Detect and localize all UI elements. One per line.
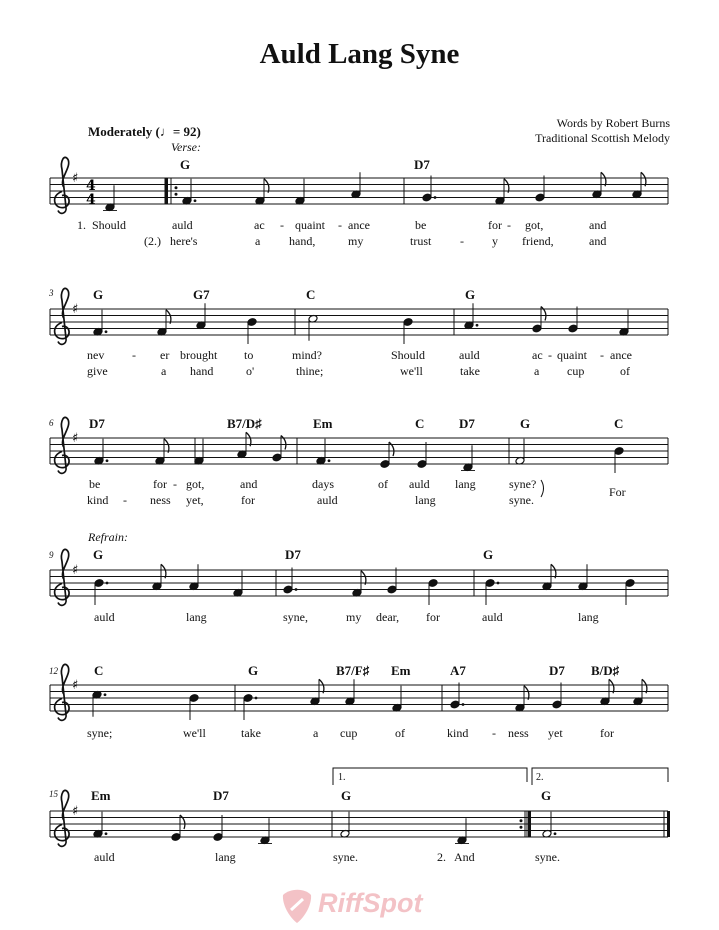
lyric: syne. bbox=[333, 850, 358, 864]
chord-symbol: D7 bbox=[414, 157, 430, 172]
lyric: - bbox=[173, 477, 177, 491]
repeat-end-thick bbox=[528, 811, 531, 837]
lyric: take bbox=[460, 364, 480, 378]
lyric: y bbox=[492, 234, 498, 248]
lyric: of bbox=[395, 726, 405, 740]
repeat-dot bbox=[520, 819, 523, 822]
lyric: syne. bbox=[509, 493, 534, 507]
augmentation-dot bbox=[194, 199, 197, 202]
measure-number: 6 bbox=[49, 418, 54, 428]
lyric: o' bbox=[246, 364, 255, 378]
lyric: got, bbox=[525, 218, 544, 232]
first-ending-label: 1. bbox=[338, 772, 346, 783]
lyric: auld bbox=[482, 610, 503, 624]
lyric: and bbox=[589, 234, 607, 248]
lyric: lang bbox=[186, 610, 207, 624]
lyric: be bbox=[415, 218, 427, 232]
lyric: auld bbox=[172, 218, 193, 232]
augmentation-dot bbox=[106, 582, 109, 585]
lyric: er bbox=[160, 348, 170, 362]
lyric: got, bbox=[186, 477, 205, 491]
lyric: of bbox=[378, 477, 388, 491]
lyric: cup bbox=[567, 364, 585, 378]
lyric: - bbox=[507, 218, 511, 232]
chord-symbol: G bbox=[93, 547, 104, 562]
first-ending-bracket bbox=[333, 768, 527, 785]
augmentation-dot bbox=[554, 832, 557, 835]
chord-symbol: D7 bbox=[549, 663, 565, 678]
second-ending-label: 2. bbox=[536, 772, 544, 783]
augmentation-dot bbox=[434, 196, 437, 199]
lyric: hand, bbox=[289, 234, 316, 248]
lyric: we'll bbox=[183, 726, 206, 740]
key-signature-sharp: ♯ bbox=[72, 431, 79, 446]
lyric: my bbox=[346, 610, 362, 624]
lyric: lang bbox=[578, 610, 599, 624]
chord-symbol: C bbox=[306, 287, 316, 302]
lyric: syne, bbox=[283, 610, 308, 624]
chord-symbol: D7 bbox=[89, 416, 105, 431]
lyric: quaint bbox=[295, 218, 325, 232]
lyric-brace bbox=[541, 480, 544, 497]
time-signature-top: 4 bbox=[86, 178, 96, 194]
lyric: my bbox=[348, 234, 364, 248]
chord-symbol: G bbox=[465, 287, 476, 302]
lyric: auld bbox=[409, 477, 430, 491]
augmentation-dot bbox=[105, 330, 108, 333]
lyric: a bbox=[161, 364, 167, 378]
lyric: Should bbox=[391, 348, 426, 362]
lyric: days bbox=[312, 477, 334, 491]
key-signature-sharp: ♯ bbox=[72, 171, 79, 186]
treble-clef-icon bbox=[55, 288, 69, 344]
augmentation-dot bbox=[106, 459, 109, 462]
refrain-label: Refrain: bbox=[88, 530, 128, 544]
lyric: a bbox=[255, 234, 261, 248]
lyric: yet, bbox=[186, 493, 204, 507]
lyric: here's bbox=[170, 234, 198, 248]
lyric: kind bbox=[87, 493, 109, 507]
chord-symbol: G bbox=[541, 788, 552, 803]
augmentation-dot bbox=[476, 324, 479, 327]
lyric: take bbox=[241, 726, 261, 740]
key-signature-sharp: ♯ bbox=[72, 678, 79, 693]
lyric: quaint bbox=[557, 348, 587, 362]
key-signature-sharp: ♯ bbox=[72, 563, 79, 578]
lyric: for bbox=[153, 477, 167, 491]
song-title: Auld Lang Syne bbox=[259, 38, 460, 70]
chord-symbol: C bbox=[94, 663, 104, 678]
chord-symbol: G bbox=[248, 663, 259, 678]
lyric: ance bbox=[348, 218, 370, 232]
chord-symbol: G bbox=[341, 788, 352, 803]
measure-number: 15 bbox=[49, 789, 58, 799]
melody-credit: Traditional Scottish Melody bbox=[535, 131, 670, 145]
lyric: yet bbox=[548, 726, 563, 740]
measure-number: 9 bbox=[49, 550, 54, 560]
lyric: - bbox=[280, 218, 284, 232]
lyric: auld bbox=[459, 348, 480, 362]
chord-symbol: G bbox=[93, 287, 104, 302]
lyric: ness bbox=[150, 493, 171, 507]
lyric: of bbox=[620, 364, 630, 378]
lyric: kind bbox=[447, 726, 469, 740]
time-signature-bottom: 4 bbox=[86, 192, 96, 208]
lyric: to bbox=[244, 348, 254, 362]
chord-symbol: D7 bbox=[459, 416, 475, 431]
chord-symbol: D7 bbox=[213, 788, 229, 803]
riffspot-logo bbox=[280, 886, 450, 930]
chord-symbol: D7 bbox=[285, 547, 301, 562]
lyric: a bbox=[534, 364, 540, 378]
lyric: give bbox=[87, 364, 108, 378]
lyric: auld bbox=[317, 493, 338, 507]
augmentation-dot bbox=[295, 588, 298, 591]
tempo-bpm: = 92) bbox=[172, 124, 201, 139]
treble-clef-icon bbox=[55, 664, 69, 720]
key-signature-sharp: ♯ bbox=[72, 804, 79, 819]
lyric: Should bbox=[92, 218, 127, 232]
lyric: thine; bbox=[296, 364, 324, 378]
lyric: 2. bbox=[437, 850, 446, 864]
chord-symbol: B7/D♯ bbox=[227, 416, 262, 431]
chord-symbol: G7 bbox=[193, 287, 210, 302]
lyric: And bbox=[454, 850, 475, 864]
augmentation-dot bbox=[104, 693, 107, 696]
lyric: auld bbox=[94, 610, 115, 624]
tempo-open: ( bbox=[155, 124, 160, 139]
lyric: ance bbox=[610, 348, 632, 362]
treble-clef-icon bbox=[55, 417, 69, 473]
chord-symbol: Em bbox=[313, 416, 333, 431]
lyric: lang bbox=[215, 850, 236, 864]
repeat-dot bbox=[175, 193, 178, 196]
chord-symbol: B7/F♯ bbox=[336, 663, 370, 678]
lyric: (2.) bbox=[144, 234, 161, 248]
lyric: lang bbox=[455, 477, 476, 491]
chord-symbol: C bbox=[415, 416, 425, 431]
treble-clef-icon bbox=[55, 157, 69, 213]
repeat-start-thick bbox=[165, 178, 168, 204]
augmentation-dot bbox=[462, 703, 465, 706]
verse-label: Verse: bbox=[171, 140, 201, 154]
lyric: for bbox=[600, 726, 614, 740]
quarter-note-icon: ♩ bbox=[159, 124, 173, 139]
lyric: hand bbox=[190, 364, 214, 378]
lyric: - bbox=[548, 348, 552, 362]
chord-symbol: G bbox=[483, 547, 494, 562]
lyric: For bbox=[609, 485, 626, 499]
lyric: brought bbox=[180, 348, 218, 362]
lyric: and bbox=[589, 218, 607, 232]
lyric: - bbox=[338, 218, 342, 232]
lyric: for bbox=[488, 218, 502, 232]
lyric: syne? bbox=[509, 477, 537, 491]
lyric: - bbox=[460, 234, 464, 248]
lyric: - bbox=[600, 348, 604, 362]
lyric: syne. bbox=[535, 850, 560, 864]
logo-text: RiffSpot bbox=[318, 888, 423, 918]
lyric: syne; bbox=[87, 726, 113, 740]
lyric: and bbox=[240, 477, 258, 491]
lyric: ac bbox=[532, 348, 543, 362]
repeat-dot bbox=[175, 186, 178, 189]
lyric: - bbox=[132, 348, 136, 362]
chord-symbol: Em bbox=[91, 788, 111, 803]
lyric: be bbox=[89, 477, 101, 491]
lyric: 1. bbox=[77, 218, 86, 232]
lyric: for bbox=[426, 610, 440, 624]
key-signature-sharp: ♯ bbox=[72, 302, 79, 317]
lyric: mind? bbox=[292, 348, 322, 362]
augmentation-dot bbox=[105, 832, 108, 835]
lyric: trust bbox=[410, 234, 432, 248]
chord-symbol: B/D♯ bbox=[591, 663, 620, 678]
lyric: ac bbox=[254, 218, 265, 232]
words-credit: Words by Robert Burns bbox=[556, 116, 670, 130]
chord-symbol: G bbox=[520, 416, 531, 431]
measure-number: 12 bbox=[49, 666, 58, 676]
lyric: auld bbox=[94, 850, 115, 864]
lyric: friend, bbox=[522, 234, 554, 248]
augmentation-dot bbox=[255, 697, 258, 700]
lyric: - bbox=[123, 493, 127, 507]
augmentation-dot bbox=[328, 459, 331, 462]
measure-number: 3 bbox=[49, 288, 54, 298]
repeat-dot bbox=[520, 826, 523, 829]
lyric: we'll bbox=[400, 364, 423, 378]
lyric: cup bbox=[340, 726, 358, 740]
treble-clef-icon bbox=[55, 549, 69, 605]
chord-symbol: A7 bbox=[450, 663, 466, 678]
lyric: ness bbox=[508, 726, 529, 740]
lyric: - bbox=[492, 726, 496, 740]
lyric: nev bbox=[87, 348, 105, 362]
lyric: lang bbox=[415, 493, 436, 507]
tempo-label: Moderately bbox=[88, 124, 153, 139]
chord-symbol: C bbox=[614, 416, 624, 431]
second-ending-bracket bbox=[532, 768, 668, 785]
chord-symbol: G bbox=[180, 157, 191, 172]
chord-symbol: Em bbox=[391, 663, 411, 678]
guitar-pick-icon bbox=[280, 888, 314, 924]
augmentation-dot bbox=[497, 582, 500, 585]
lyric: a bbox=[313, 726, 319, 740]
lyric: for bbox=[241, 493, 255, 507]
final-barline-thick bbox=[667, 811, 670, 837]
treble-clef-icon bbox=[55, 790, 69, 846]
lyric: dear, bbox=[376, 610, 400, 624]
